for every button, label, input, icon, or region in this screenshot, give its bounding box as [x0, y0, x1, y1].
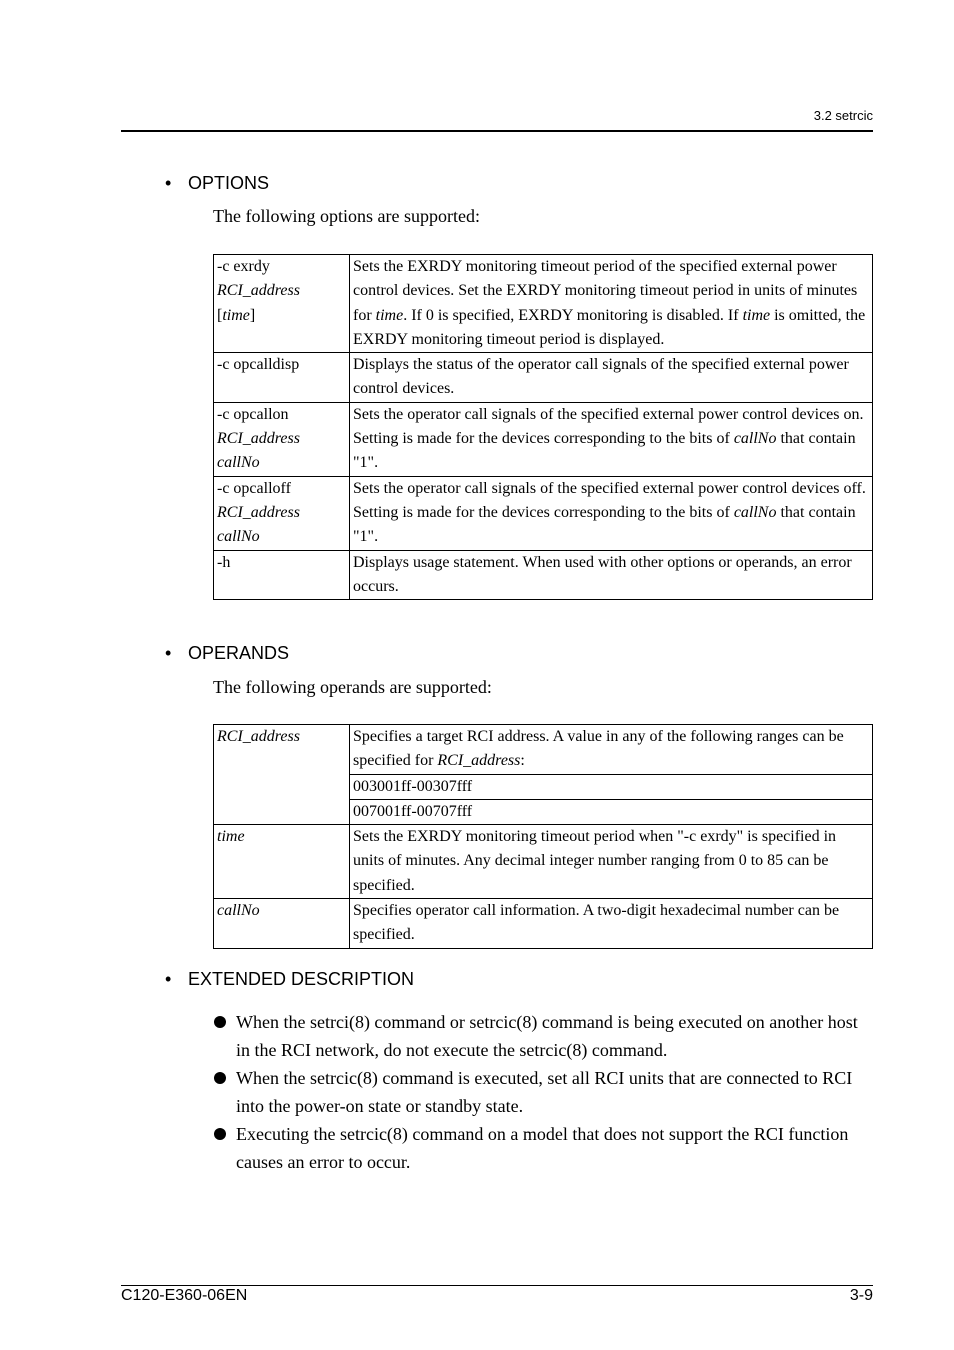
operands-intro: The following operands are supported:	[213, 677, 492, 697]
option-cell	[214, 402, 350, 476]
extended-list	[213, 1008, 873, 1176]
option-name: -c opcalldisp	[217, 356, 300, 374]
option-arg: callNo	[217, 454, 260, 472]
option-description: Displays usage statement. When used with other options or operands, an error occurs.	[350, 550, 873, 600]
extended-heading	[165, 969, 414, 990]
operands-heading	[165, 643, 289, 664]
option-name: -h	[217, 553, 231, 571]
options-heading-text: OPTIONS	[188, 173, 270, 193]
table-row	[214, 353, 873, 403]
bullet-icon: •	[165, 173, 172, 193]
bullet-icon: •	[165, 643, 172, 663]
list-item: When the setrcic(8) command is executed, set all RCI units that are connected to RCI into the power-on state or standby state.	[213, 1064, 873, 1120]
bullet-dot-icon	[214, 1072, 226, 1084]
option-cell	[214, 255, 350, 353]
header-rule	[121, 130, 873, 132]
address-range: 007001ff-00707fff	[350, 799, 873, 824]
option-arg: [time]	[217, 306, 256, 324]
option-name: -c opcallon	[217, 405, 289, 423]
list-item: When the setrci(8) command or setrcic(8) command is being executed on another host in the RCI network, do not execute the setrcic(8) command.	[213, 1008, 873, 1064]
operand-description: Specifies operator call information. A two-digit hexadecimal number can be specified.	[350, 899, 873, 949]
running-header-section: 3.2 setrcic	[813, 108, 873, 123]
operands-table	[213, 724, 873, 949]
table-row	[214, 550, 873, 600]
option-arg: RCI_address	[217, 503, 300, 521]
option-name: -c opcalloff	[217, 479, 291, 497]
table-row	[214, 899, 873, 949]
option-description: Sets the operator call signals of the specified external power control devices on. Setting is made for the devices corresponding to the bits of callNo that contain "1".	[350, 402, 873, 476]
option-arg: RCI_address	[217, 282, 300, 300]
operand-name: RCI_address	[214, 725, 350, 825]
table-row	[214, 725, 873, 775]
operand-description: Sets the EXRDY monitoring timeout period when "-c exrdy" is specified in units of minutes. Any decimal integer number ranging from 0 to 85 can be specified.	[350, 825, 873, 899]
option-description: Sets the EXRDY monitoring timeout period of the specified external power control devices. Set the EXRDY monitoring timeout period in units of minutes for time. If 0 is specified, EXRDY monitoring is disabled. If time is omitted, the EXRDY monitoring timeout period is displayed.	[350, 255, 873, 353]
table-row	[214, 255, 873, 353]
footer-rule	[121, 1285, 873, 1286]
option-cell	[214, 476, 350, 550]
option-name: -c exrdy	[217, 258, 270, 275]
table-row	[214, 476, 873, 550]
options-intro: The following options are supported:	[213, 206, 480, 226]
option-description: Sets the operator call signals of the specified external power control devices off. Setting is made for the devices corresponding to the bits of callNo that contain "1".	[350, 476, 873, 550]
options-table	[213, 254, 873, 600]
table-row	[214, 825, 873, 899]
address-range: 003001ff-00307fff	[350, 774, 873, 799]
footer-page-number: 3-9	[849, 1287, 873, 1304]
bullet-dot-icon	[214, 1016, 226, 1028]
option-arg: RCI_address	[217, 430, 300, 448]
operands-heading-text: OPERANDS	[188, 643, 290, 663]
operand-name: callNo	[214, 899, 350, 949]
options-heading	[165, 173, 269, 194]
option-description: Displays the status of the operator call signals of the specified external power control devices.	[350, 353, 873, 403]
table-row	[214, 402, 873, 476]
option-arg: callNo	[217, 528, 260, 546]
extended-heading-text: EXTENDED DESCRIPTION	[188, 969, 415, 989]
operand-name: time	[214, 825, 350, 899]
list-item: Executing the setrcic(8) command on a model that does not support the RCI function causes an error to occur.	[213, 1120, 873, 1176]
footer-doc-id: C120-E360-06EN	[121, 1287, 248, 1304]
bullet-dot-icon	[214, 1128, 226, 1140]
option-cell	[214, 550, 350, 600]
option-cell	[214, 353, 350, 403]
operand-description: Specifies a target RCI address. A value in any of the following ranges can be specified for RCI_address:	[350, 725, 873, 775]
bullet-icon: •	[165, 969, 172, 989]
